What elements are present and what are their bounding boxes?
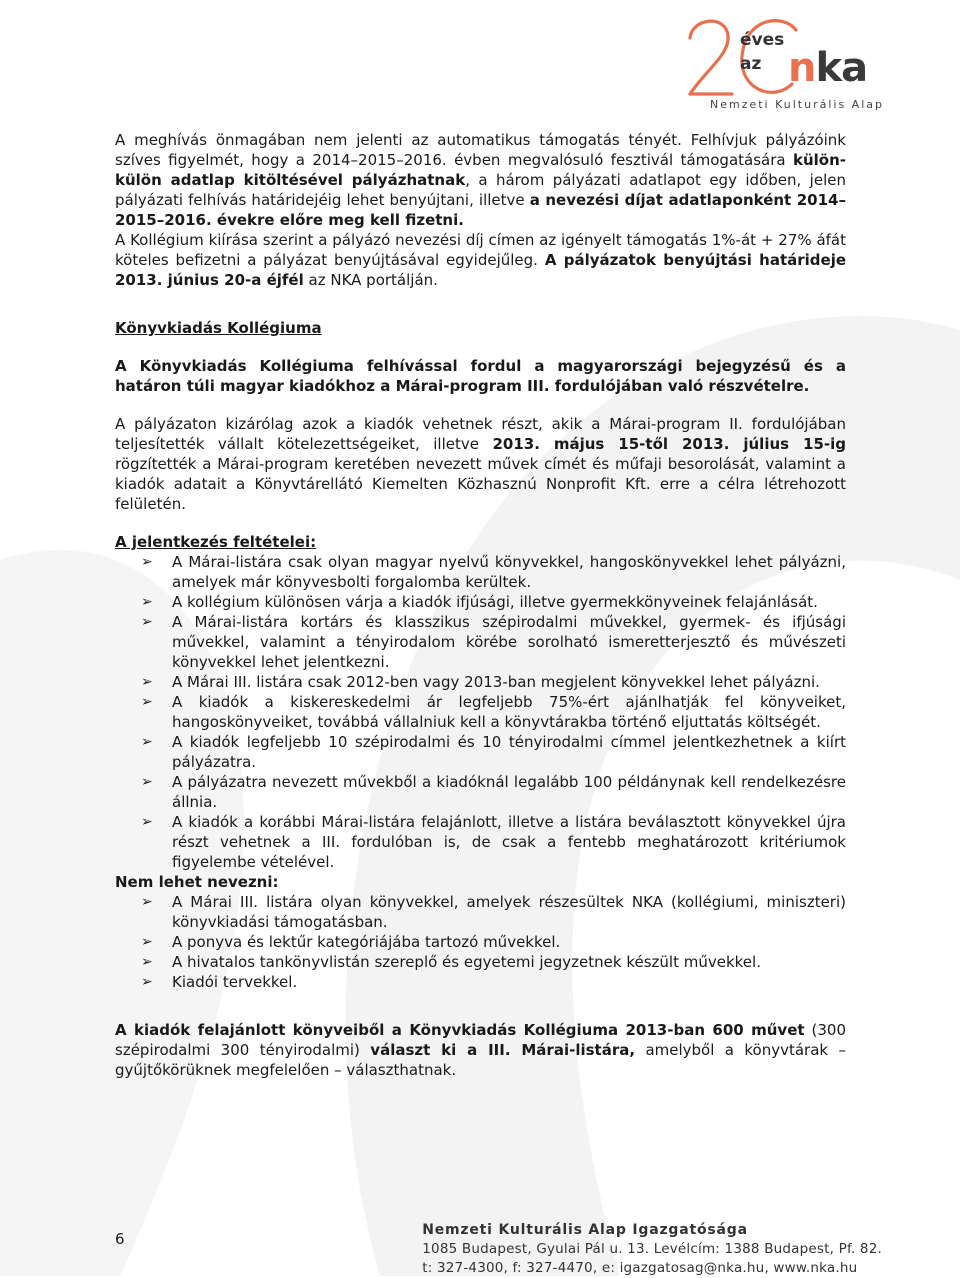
arrow-bullet-icon: ➢ bbox=[141, 894, 153, 910]
list-item: ➢ A pályázatra nevezett művekből a kiadóknál legalább 100 példánynak kell rendelkezésre állnia. bbox=[141, 773, 846, 811]
list-item: ➢ A Márai III. listára csak 2012-ben vagy 2013-ban megjelent könyvekkel lehet pályázni. bbox=[141, 673, 820, 691]
page-number: 6 bbox=[115, 1230, 125, 1248]
list-item: ➢ A kollégium különösen várja a kiadók ifjúsági, illetve gyermekkönyveinek felajánlását. bbox=[141, 593, 818, 611]
arrow-bullet-icon: ➢ bbox=[141, 814, 153, 830]
arrow-bullet-icon: ➢ bbox=[141, 554, 153, 570]
logo-az-text: az bbox=[740, 54, 762, 74]
list-item: ➢ A Márai III. listára olyan könyvekkel, amelyek részesültek NKA (kollégiumi, miniszteri) könyvkiadási támogatásban. bbox=[141, 893, 846, 931]
list-item: ➢ A kiadók a korábbi Márai-listára felajánlott, illetve a listára beválasztott könyvekkel újra részt vehetnek a III. fordulóban is, de csak a fentebb meghatározott kritériumok figyelembe vételével. bbox=[141, 813, 846, 871]
logo-eves-text: éves bbox=[740, 30, 785, 50]
logo-nka-k: k bbox=[815, 45, 842, 91]
logo-nka-n: n bbox=[788, 45, 816, 91]
excluded-title: Nem lehet nevezni: bbox=[115, 873, 279, 891]
arrow-bullet-icon: ➢ bbox=[141, 934, 153, 950]
arrow-bullet-icon: ➢ bbox=[141, 954, 153, 970]
footer-org-name: Nemzeti Kulturális Alap Igazgatósága bbox=[422, 1222, 748, 1238]
arrow-bullet-icon: ➢ bbox=[141, 674, 153, 690]
excluded-list bbox=[115, 892, 846, 992]
nka-20-years-logo bbox=[684, 10, 884, 115]
logo-tagline: Nemzeti Kulturális Alap bbox=[709, 98, 884, 111]
footer-contact: t: 327-4300, f: 327-4470, e: igazgatosag@nka.hu, www.nka.hu bbox=[422, 1260, 858, 1276]
conditions-title: A jelentkezés feltételei: bbox=[115, 533, 317, 551]
list-item: ➢ A kiadók a kiskereskedelmi ár legfeljebb 75%-ért ajánlhatják fel könyveiket, hangoskönyveiket, továbbá vállalniuk kell a könyvtárakba történő eljuttatás költségét. bbox=[141, 693, 846, 731]
arrow-bullet-icon: ➢ bbox=[141, 774, 153, 790]
list-item: ➢ A hivatalos tankönyvlistán szereplő és egyetemi jegyzetnek készült művekkel. bbox=[141, 953, 761, 971]
list-item: ➢ A kiadók legfeljebb 10 szépirodalmi és 10 tényirodalmi címmel jelentkezhetnek a kiírt pályázatra. bbox=[141, 733, 846, 771]
arrow-bullet-icon: ➢ bbox=[141, 694, 153, 710]
document-body bbox=[115, 130, 846, 1080]
section-title: Könyvkiadás Kollégiuma bbox=[115, 319, 322, 337]
footer-address-block bbox=[422, 1221, 882, 1278]
logo-nka-text bbox=[788, 45, 868, 91]
section-lead: A Könyvkiadás Kollégiuma felhívással fordul a magyarországi bejegyzésű és a határon túli magyar kiadókhoz a Márai-program III. fordulójában való részvételre. bbox=[115, 357, 846, 395]
list-item: ➢ A ponyva és lektűr kategóriájába tartozó művekkel. bbox=[141, 933, 561, 951]
intro-paragraph-2: A Kollégium kiírása szerint a pályázó nevezési díj címen az igényelt támogatás 1%-át + 27% áfát köteles befizetni a pályázat benyújtásával egyidejűleg. A pályázatok benyújtási határideje 2013. június 20-a éjfél az NKA portálján. bbox=[115, 231, 847, 289]
closing-paragraph: A kiadók felajánlott könyveiből a Könyvkiadás Kollégiuma 2013-ban 600 művet (300 szépirodalmi 300 tényirodalmi) választ ki a III. Márai-listára, amelyből a könyvtárak – gyűjtőkörüknek megfelelően – választhatnak. bbox=[115, 1021, 846, 1079]
intro-paragraph-1: A meghívás önmagában nem jelenti az automatikus támogatás tényét. Felhívjuk pályázóink szíves figyelmét, hogy a 2014–2015–2016. évben megvalósuló fesztivál támogatására külön-külön adatlap kitöltésével pályázhatnak, a három pályázati adatlapot egy időben, jelen pályázati felhívás határidejéig lehet benyújtani, illetve a nevezési díjat adatlaponként 2014–2015–2016. évekre előre meg kell fizetni. bbox=[115, 131, 846, 229]
arrow-bullet-icon: ➢ bbox=[141, 734, 153, 750]
arrow-bullet-icon: ➢ bbox=[141, 594, 153, 610]
logo-nka-a: a bbox=[841, 45, 868, 91]
footer-address: 1085 Budapest, Gyulai Pál u. 13. Levélcím: 1388 Budapest, Pf. 82. bbox=[422, 1241, 882, 1257]
arrow-bullet-icon: ➢ bbox=[141, 614, 153, 630]
arrow-bullet-icon: ➢ bbox=[141, 974, 153, 990]
list-item: ➢ A Márai-listára csak olyan magyar nyelvű könyvekkel, hangoskönyvekkel lehet pályázni, amelyek már könyvesbolti forgalomba kerültek. bbox=[141, 553, 846, 591]
conditions-list bbox=[115, 552, 846, 872]
section-body: A pályázaton kizárólag azok a kiadók vehetnek részt, akik a Márai-program II. fordulójában teljesítették vállalt kötelezettségeiket, illetve 2013. május 15-től 2013. július 15-ig rögzítették a Márai-program keretében nevezett művek címét és műfaji besorolását, valamint a kiadók adatait a Könyvtárellátó Kiemelten Közhasznú Nonprofit Kft. erre a célra létrehozott felületén. bbox=[115, 415, 846, 513]
list-item: ➢ Kiadói tervekkel. bbox=[141, 973, 298, 991]
list-item: ➢ A Márai-listára kortárs és klasszikus szépirodalmi művekkel, gyermek- és ifjúsági művekkel, valamint a tényirodalom körébe sorolható ismeretterjesztő és művészeti könyvekkel lehet jelentkezni. bbox=[141, 613, 846, 671]
